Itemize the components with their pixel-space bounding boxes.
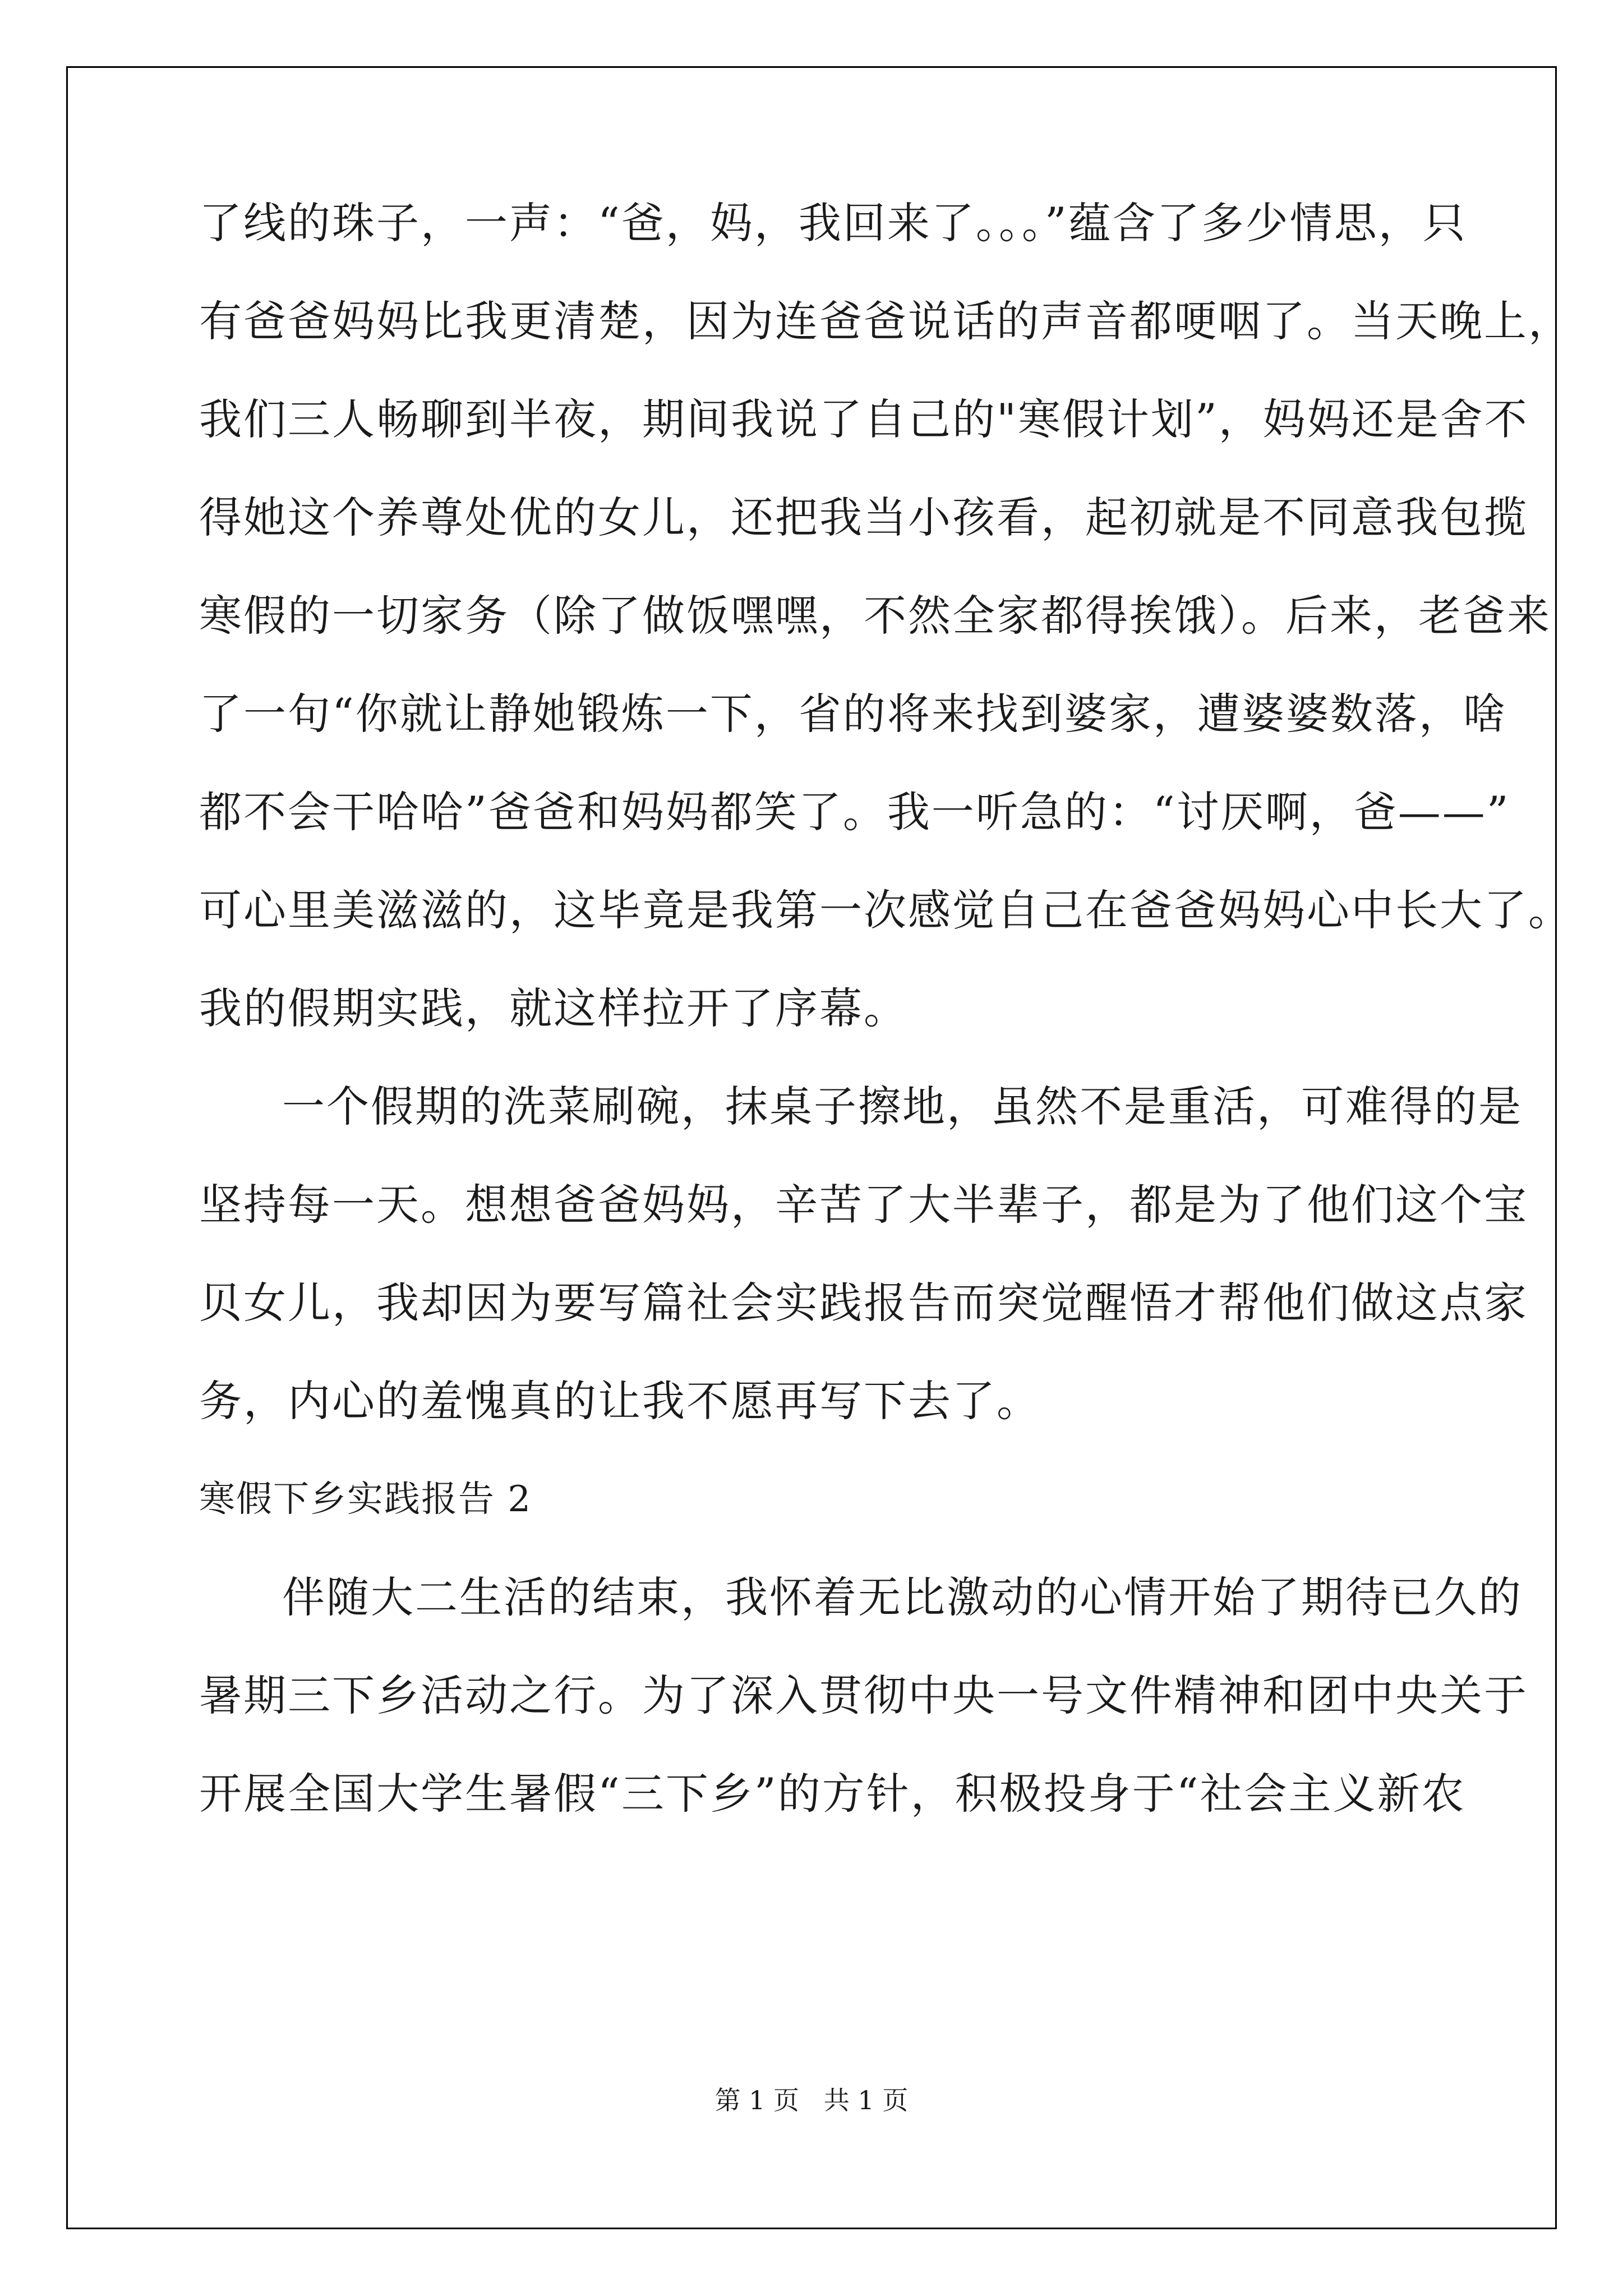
section-heading: 寒假下乡实践报告 2	[199, 1479, 532, 1520]
paragraph-line: 了线的珠子，一声：“爸，妈，我回来了。。。”蕴含了多少情思，只	[199, 198, 1467, 248]
paragraph-line: 寒假的一切家务（除了做饭嘿嘿，不然全家都得挨饿）。后来，老爸来	[199, 591, 1551, 641]
paragraph-line: 坚持每一天。想想爸爸妈妈，辛苦了大半辈子，都是为了他们这个宝	[199, 1180, 1528, 1230]
paragraph-line: 贝女儿，我却因为要写篇社会实践报告而突觉醒悟才帮他们做这点家	[199, 1278, 1528, 1328]
paragraph-line: 可心里美滋滋的，这毕竟是我第一次感觉自己在爸爸妈妈心中长大了。	[199, 885, 1573, 935]
page-border	[66, 66, 1557, 2229]
paragraph-line: 伴随大二生活的结束，我怀着无比激动的心情开始了期待已久的	[282, 1572, 1523, 1622]
paragraph-line: 开展全国大学生暑假“三下乡”的方针，积极投身于“社会主义新农	[199, 1769, 1466, 1819]
paragraph-line: 都不会干哈哈”爸爸和妈妈都笑了。我一听急的：“讨厌啊，爸——”	[199, 787, 1510, 837]
paragraph-line: 有爸爸妈妈比我更清楚，因为连爸爸说话的声音都哽咽了。当天晚上，	[199, 296, 1573, 346]
page-footer: 第 1 页 共 1 页	[714, 2085, 909, 2115]
paragraph-line: 务，内心的羞愧真的让我不愿再写下去了。	[199, 1376, 1041, 1426]
paragraph-line: 了一句“你就让静她锻炼一下，省的将来找到婆家，遭婆婆数落，啥	[199, 689, 1507, 739]
paragraph-line: 我的假期实践，就这样拉开了序幕。	[199, 983, 908, 1033]
paragraph-line: 得她这个养尊处优的女儿，还把我当小孩看，起初就是不同意我包揽	[199, 493, 1528, 542]
paragraph-line: 一个假期的洗菜刷碗，抹桌子擦地，虽然不是重活，可难得的是	[282, 1082, 1523, 1131]
paragraph-line: 暑期三下乡活动之行。为了深入贯彻中央一号文件精神和团中央关于	[199, 1671, 1528, 1720]
paragraph-line: 我们三人畅聊到半夜，期间我说了自己的"寒假计划”，妈妈还是舍不	[199, 394, 1529, 444]
